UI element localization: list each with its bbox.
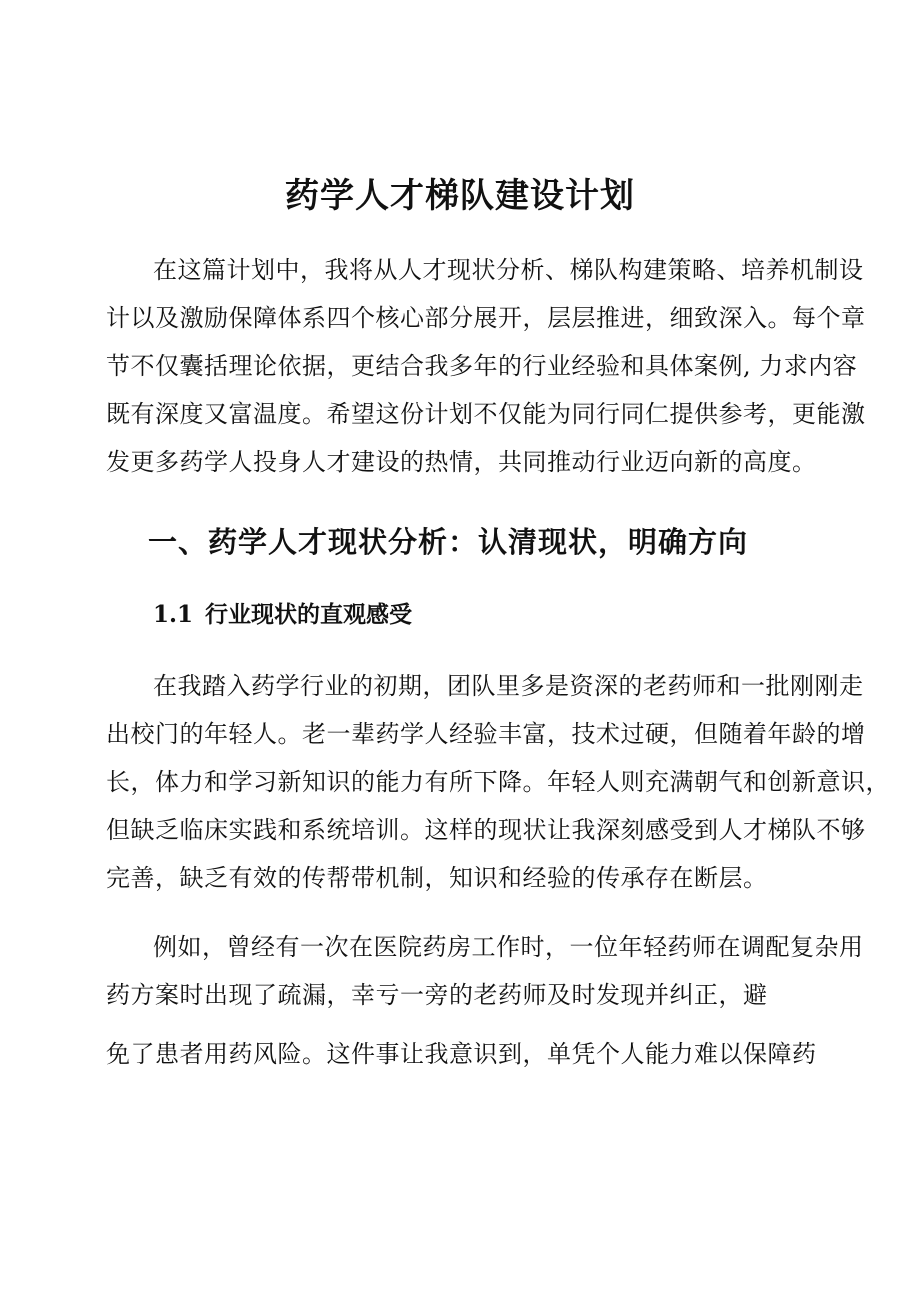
paragraph-line: 药方案时出现了疏漏，幸亏一旁的老药师及时发现并纠正，避	[106, 981, 768, 1009]
paragraph-line: 长，体力和学习新知识的能力有所下降。年轻人则充满朝气和创新意识，	[106, 768, 890, 796]
paragraph-line: 完善，缺乏有效的传帮带机制，知识和经验的传承存在断层。	[106, 864, 768, 892]
section-heading: 一、药学人才现状分析：认清现状，明确方向	[148, 525, 749, 559]
intro-line: 在这篇计划中，我将从人才现状分析、梯队构建策略、培养机制设	[153, 256, 864, 284]
intro-line: 既有深度又富温度。希望这份计划不仅能为同行同仁提供参考，更能激	[106, 400, 866, 428]
paragraph-line: 出校门的年轻人。老一辈药学人经验丰富，技术过硬，但随着年龄的增	[106, 720, 866, 748]
document-title: 药学人才梯队建设计划	[285, 176, 635, 216]
paragraph-line: 例如，曾经有一次在医院药房工作时，一位年轻药师在调配复杂用	[153, 933, 864, 961]
intro-line: 发更多药学人投身人才建设的热情，共同推动行业迈向新的高度。	[106, 448, 817, 476]
paragraph-line: 免了患者用药风险。这件事让我意识到，单凭个人能力难以保障药	[106, 1040, 817, 1068]
subsection-title: 行业现状的直观感受	[205, 602, 413, 628]
paragraph-line: 但缺乏临床实践和系统培训。这样的现状让我深刻感受到人才梯队不够	[106, 816, 866, 844]
paragraph-line: 在我踏入药学行业的初期，团队里多是资深的老药师和一批刚刚走	[153, 672, 864, 700]
intro-line: 计以及激励保障体系四个核心部分展开，层层推进，细致深入。每个章	[106, 304, 866, 332]
intro-line: 节不仅囊括理论依据，更结合我多年的行业经验和具体案例, 力求内容	[106, 352, 858, 380]
subsection-heading	[153, 599, 412, 631]
subsection-number: 1.1	[153, 601, 194, 628]
